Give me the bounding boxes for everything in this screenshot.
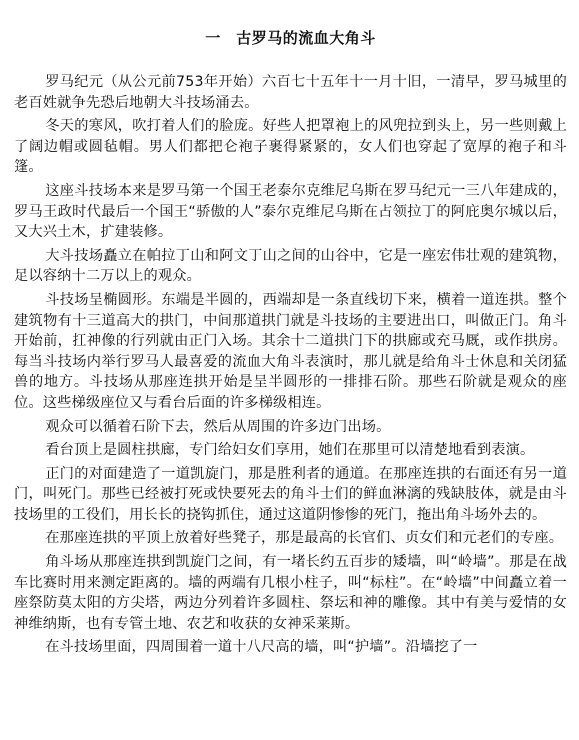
paragraph-5: 斗技场呈椭圆形。东端是半圆的，西端却是一条直线切下来，横着一道连拱。整个建筑物有十三道高大的拱门，中间那道拱门就是斗技场的主要进出口，叫做正门。角斗开始前，扛神像的行列就由正门入场。其余十二道拱门下的拱廊或充马厩，或作拱房。每当斗技场内举行罗马人最喜爱的流血大角斗表演时，那儿就是给角斗士休息和关闭猛兽的地方。斗技场从那座连拱开始是呈半圆形的一排排石阶。那些石阶就是观众的座位。这些梯级座位又与看台后面的许多梯级相连。 [14,291,567,411]
paragraph-1: 罗马纪元（从公元前753年开始）六百七十五年十一月十旧，一清早，罗马城里的老百姓就争先恐后地朝大斗技场涌去。 [14,74,567,111]
paragraph-4: 大斗技场矗立在帕拉丁山和阿文丁山之间的山谷中，它是一座宏伟壮观的建筑物，足以容纳十二万以上的观众。 [14,247,567,285]
chapter-title: 一 古罗马的流血大角斗 [205,29,376,47]
paragraph-9: 在那座连拱的平顶上放着好些凳子，那是最高的长官们、贞女们和元老们的专座。 [45,530,564,547]
paragraph-2: 冬天的寒风，吹打着人们的脸庞。好些人把罩袍上的风兜拉到头上，另一些则戴上了阔边帽或圆毡帽。男人们都把仑袍子裹得紧紧的，女人们也穿起了宽厚的袍子和斗篷。 [14,118,567,176]
paragraph-10: 角斗场从那座连拱到凯旋门之间，有一堵长约五百步的矮墙，叫“岭墙”。那是在战车比赛时用来测定距离的。墙的两端有几根小柱子，叫“标柱”。在“岭墙”中间矗立着一座祭防莫太阳的方尖塔，两边分列着许多圆柱、祭坛和神的雕像。其中有美与爱情的女神维纳斯，也有专管土地、农艺和收获的女神采莱斯。 [14,554,567,632]
paragraph-7: 看台顶上是圆柱拱廊，专门给妇女们享用，她们在那里可以清楚地看到表演。 [45,442,535,459]
paragraph-6: 观众可以循着石阶下去，然后从周围的许多边门出场。 [45,418,391,435]
paragraph-8: 正门的对面建造了一道凯旋门，那是胜利者的通道。在那座连拱的右面还有另一道门，叫死门。那些已经被打死或快要死去的角斗士们的鲜血淋漓的残缺肢体，就是由斗技场里的工役们，用长长的挠钩抓住，通过这道阴惨惨的死门，拖出角斗场外去的。 [14,465,567,523]
paragraph-11: 在斗技场里面，四周围着一道十八尺高的墙，叫“护墙”。沿墙挖了一 [45,639,478,656]
paragraph-3: 这座斗技场本来是罗马第一个国王老泰尔克维尼乌斯在罗马纪元一三八年建成的，罗马王政时代最后一个国王“骄傲的人”泰尔克维尼乌斯在占领拉丁的阿庇奥尔城以后，又大兴土木，扩建装修。 [14,182,567,241]
